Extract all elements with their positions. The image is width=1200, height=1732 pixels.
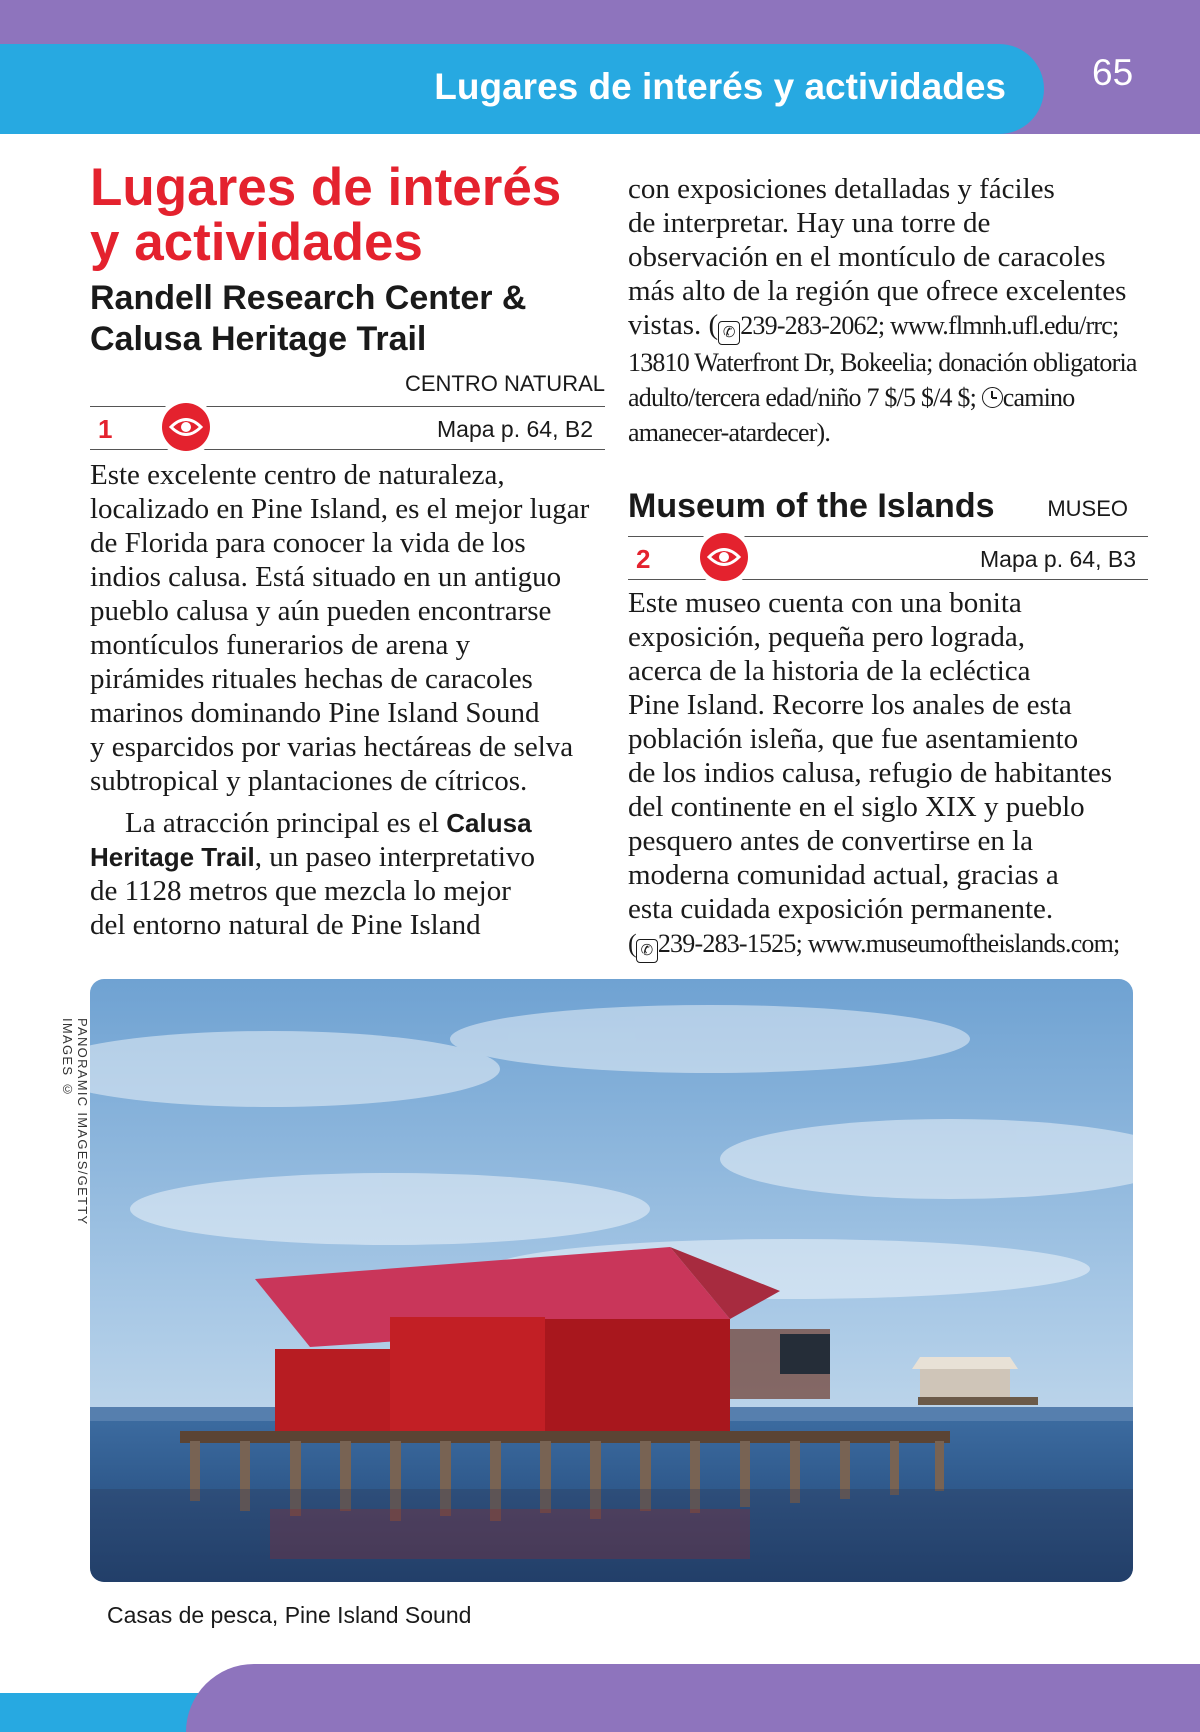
text-line: de interpretar. Hay una torre de: [628, 207, 991, 239]
text-line: moderna comunidad actual, gracias a: [628, 859, 1059, 891]
text-line: Este excelente centro de naturaleza,: [90, 459, 505, 491]
text-line: del continente en el siglo XIX y pueblo: [628, 791, 1085, 823]
page-heading-line1: Lugares de interés: [90, 158, 562, 217]
text-line: del entorno natural de Pine Island: [90, 909, 481, 941]
text-line: marinos dominando Pine Island Sound: [90, 697, 540, 729]
page-heading-line2: y actividades: [90, 213, 423, 272]
text-line: observación en el montículo de caracoles: [628, 241, 1106, 273]
entry-title-line2: Calusa Heritage Trail: [90, 320, 427, 358]
text-line: pirámides rituales hechas de caracoles: [90, 663, 533, 695]
page-number: 65: [1092, 52, 1134, 93]
entry-title-museum: Museum of the Islands: [628, 487, 995, 525]
hours-line: amanecer-atardecer).: [628, 418, 831, 447]
phone-icon: ✆: [636, 939, 658, 963]
text-line: indios calusa. Está situado en un antiguo: [90, 561, 562, 593]
address-line: 13810 Waterfront Dr, Bokeelia; donación obligatoria: [628, 348, 1137, 377]
text-line: Pine Island. Recorre los anales de esta: [628, 689, 1072, 721]
hours-label: camino: [1002, 383, 1075, 412]
photo-caption: Casas de pesca, Pine Island Sound: [107, 1602, 472, 1628]
text-line: acerca de la historia de la ecléctica: [628, 655, 1031, 687]
text-line: La atracción principal es el: [125, 807, 447, 839]
text-line: más alto de la región que ofrece excelentes: [628, 275, 1127, 307]
entry2-description: [628, 586, 1148, 963]
text-line: localizado en Pine Island, es el mejor lugar: [90, 493, 590, 525]
text-line: pesquero antes de convertirse en la: [628, 825, 1034, 857]
text-line: vistas. (: [628, 309, 719, 341]
entry-title-line1: Randell Research Center &: [90, 279, 527, 317]
text-line: y esparcidos por varias hectáreas de selva: [90, 731, 574, 763]
text-line: de 1128 metros que mezcla lo mejor: [90, 875, 511, 907]
map-reference: Mapa p. 64, B3: [980, 546, 1136, 572]
prices-line: adulto/tercera edad/niño 7 $/5 $/4 $;: [628, 383, 982, 412]
phone-and-website: 239-283-1525; www.museumoftheislands.com;: [657, 929, 1120, 958]
entry1-description: [90, 458, 605, 798]
section-title: Lugares de interés y actividades: [434, 66, 1006, 107]
photo-fishing-houses: [90, 979, 1133, 1582]
entry1-continuation: [628, 172, 1148, 450]
section-header-band: [0, 44, 1044, 134]
highlight-heritage-trail: Heritage Trail: [90, 842, 255, 872]
highlight-calusa: Calusa: [446, 808, 532, 838]
text-line: con exposiciones detalladas y fáciles: [628, 173, 1055, 205]
text-line: de los indios calusa, refugio de habitantes: [628, 757, 1113, 789]
eye-icon: [162, 403, 210, 451]
eye-icon: [700, 533, 748, 581]
clock-icon: [982, 387, 1003, 408]
photo-credit: PANORAMIC IMAGES/GETTY IMAGES ©: [60, 1018, 90, 1226]
text-line: , un paseo interpretativo: [254, 841, 535, 873]
entry-meta-bar: [628, 536, 1148, 580]
text-line: exposición, pequeña pero lograda,: [628, 621, 1025, 653]
text-line: montículos funerarios de arena y: [90, 629, 471, 661]
entry-number: 2: [636, 544, 651, 574]
text-line: Este museo cuenta con una bonita: [628, 587, 1022, 619]
left-column: [90, 160, 605, 942]
text-line: esta cuidada exposición permanente.: [628, 893, 1054, 925]
text-line: subtropical y plantaciones de cítricos.: [90, 765, 528, 797]
entry-meta-bar: [90, 406, 605, 450]
entry-number: 1: [98, 414, 113, 444]
text-line: de Florida para conocer la vida de los: [90, 527, 526, 559]
page-heading: [90, 160, 605, 270]
right-column: [628, 166, 1148, 963]
phone-icon: ✆: [718, 321, 740, 345]
entry-header-museum: [628, 486, 1148, 526]
map-reference: Mapa p. 64, B2: [437, 416, 593, 442]
entry1-paragraph2: [90, 806, 605, 942]
entry-category: CENTRO NATURAL: [404, 371, 605, 396]
entry-title-randell: [90, 278, 605, 360]
entry-category: MUSEO: [1047, 496, 1128, 521]
phone-and-website: 239-283-2062; www.flmnh.ufl.edu/rrc;: [740, 311, 1119, 340]
text-line: población isleña, que fue asentamiento: [628, 723, 1079, 755]
text-line: (: [628, 929, 636, 958]
text-line: pueblo calusa y aún pueden encontrarse: [90, 595, 552, 627]
footer-band-purple: [186, 1664, 1200, 1732]
